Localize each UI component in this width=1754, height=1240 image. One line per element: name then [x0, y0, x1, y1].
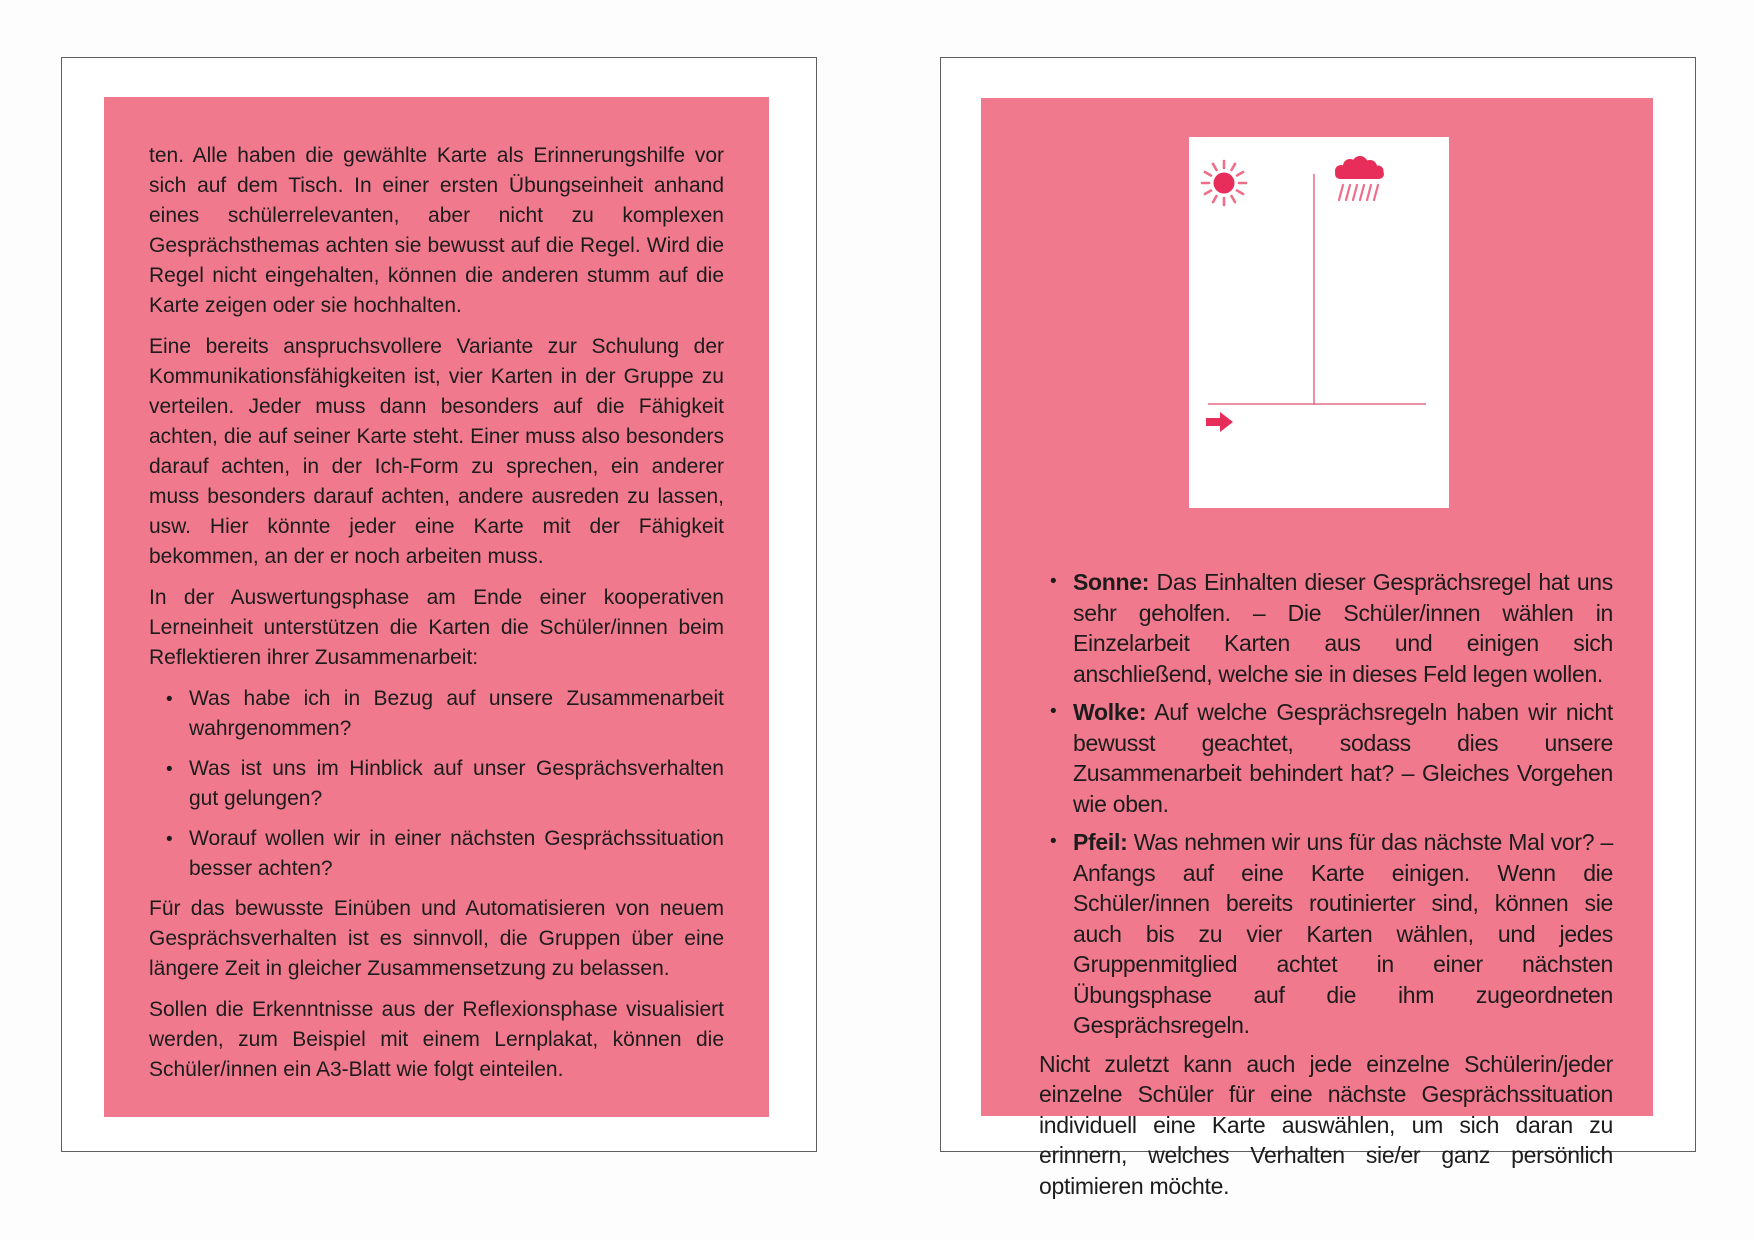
closing-paragraph: Nicht zuletzt kann auch jede einzelne Schülerin/jeder einzelne Schüler für eine nächste Gesprächssituation individuell eine Karte auswählen, um sich daran zu erinnern, welches Verhalten sie/er ganz persönlich optimieren möchte.: [1039, 1050, 1613, 1199]
bullet-icon: •: [166, 759, 173, 780]
list-item: [149, 754, 724, 814]
bullet-icon: •: [1050, 831, 1057, 852]
right-page-sheet: [940, 57, 1696, 1199]
list-item: [1039, 827, 1613, 1041]
right-pink-panel: [981, 98, 1653, 1199]
list-item: [1039, 567, 1613, 689]
list-item: [149, 824, 724, 884]
body-paragraph: Sollen die Erkenntnisse aus der Reflexionsphase visualisiert werden, zum Beispiel mit einem Lernplakat, können die Schüler/innen ein A3-Blatt wie folgt einteilen.: [149, 998, 724, 1081]
bullet-term: Pfeil:: [1073, 829, 1128, 855]
diagram-box: [1189, 137, 1449, 508]
left-pink-panel: [104, 97, 769, 1117]
list-item-text: Das Einhalten dieser Gesprächsregel hat uns sehr geholfen. – Die Schüler/innen wählen in Einzelarbeit Karten aus und einigen sich anschließend, welche sie in dieses Feld legen wollen.: [1073, 569, 1614, 687]
right-page-text: [1039, 567, 1613, 1201]
bullet-term: Wolke:: [1073, 699, 1147, 725]
bullet-icon: •: [1050, 701, 1057, 722]
a3-layout-diagram: [1189, 137, 1449, 508]
right-arrow-icon: [1206, 412, 1233, 432]
rain-cloud-icon: [1335, 156, 1384, 200]
body-paragraph: Für das bewusste Einüben und Automatisieren von neuem Gesprächsverhalten ist es sinnvoll, die Gruppen über eine längere Zeit in gleicher Zusammensetzung zu belassen.: [149, 897, 724, 980]
bullet-icon: •: [166, 829, 173, 850]
list-item-text: Auf welche Gesprächsregeln haben wir nicht bewusst geachtet, sodass dies unsere Zusammenarbeit behindert hat? – Gleiches Vorgehen wie oben.: [1073, 699, 1613, 817]
bullet-icon: •: [166, 689, 173, 710]
list-item-text: Was habe ich in Bezug auf unsere Zusammenarbeit wahrgenommen?: [189, 687, 724, 740]
list-item-text: Was nehmen wir uns für das nächste Mal vor? – Anfangs auf eine Karte einigen. Wenn die Schüler/innen bereits routinierter sind, können sie auch bis zu vier Karten wählen, und jedes Gruppenmitglied achtet in einer nächsten Übungsphase auf die ihm zugeordneten Gesprächsregeln.: [1073, 829, 1614, 1038]
list-item-text: Worauf wollen wir in einer nächsten Gesprächssituation besser achten?: [189, 827, 724, 880]
reflection-question-list: [149, 684, 724, 884]
bullet-icon: •: [1050, 571, 1057, 592]
body-paragraph: ten. Alle haben die gewählte Karte als Erinnerungshilfe vor sich auf dem Tisch. In einer ersten Übungseinheit anhand eines schülerrelevanten, aber nicht zu komplexen Gesprächsthemas achten sie bewusst auf die Regel. Wird die Regel nicht eingehalten, können die anderen stumm auf die Karte zeigen oder sie hochhalten.: [149, 144, 724, 317]
sun-icon: [1202, 161, 1246, 205]
list-item: [149, 684, 724, 744]
bullet-term: Sonne:: [1073, 569, 1150, 595]
body-paragraph: In der Auswertungsphase am Ende einer kooperativen Lerneinheit unterstützen die Karten die Schüler/innen beim Reflektieren ihrer Zusammenarbeit:: [149, 586, 724, 669]
left-page-text: [149, 141, 724, 1096]
left-page-sheet: [61, 57, 817, 1152]
list-item: [1039, 697, 1613, 819]
list-item-text: Was ist uns im Hinblick auf unser Gesprächsverhalten gut gelungen?: [189, 757, 724, 810]
body-paragraph: Eine bereits anspruchsvollere Variante zur Schulung der Kommunikationsfähigkeiten ist, vier Karten in der Gruppe zu verteilen. Jeder muss dann besonders auf die Fähigkeit achten, die auf seiner Karte steht. Einer muss also besonders darauf achten, in der Ich-Form zu sprechen, ein anderer muss besonders darauf achten, andere ausreden zu lassen, usw. Hier könnte jeder eine Karte mit der Fähigkeit bekommen, an der er noch arbeiten muss.: [149, 335, 724, 568]
